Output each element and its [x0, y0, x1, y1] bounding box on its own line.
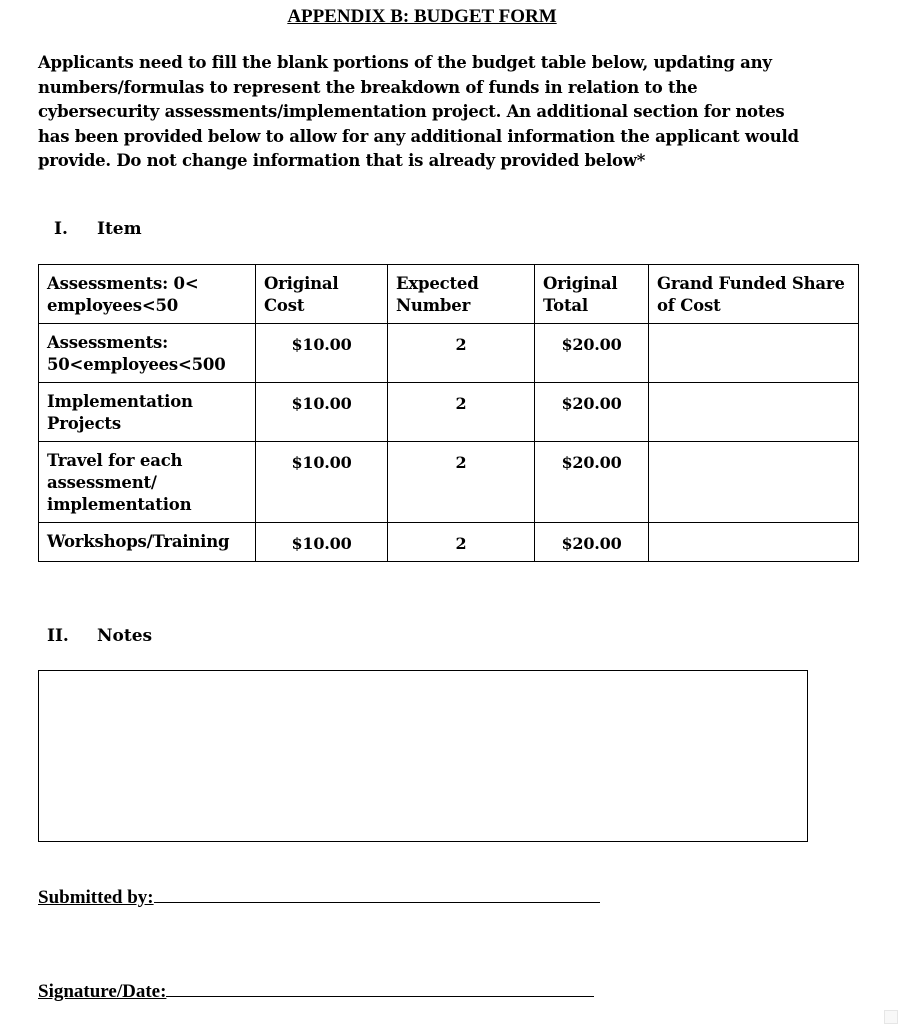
item-cell: Travel for each assessment/ implementation [39, 442, 256, 523]
cost-cell: $10.00 [256, 324, 388, 383]
submitted-by-field[interactable] [154, 901, 600, 903]
section-heading-notes [47, 626, 152, 646]
item-cell: Assessments: 50<employees<500 [39, 324, 256, 383]
submitted-by-label: Submitted by: [38, 887, 154, 908]
number-cell: 2 [388, 442, 535, 523]
column-header: Assessments: 0< employees<50 [39, 265, 256, 324]
total-cell: $20.00 [535, 383, 649, 442]
share-cell[interactable] [649, 523, 859, 562]
cost-cell: $10.00 [256, 442, 388, 523]
section-label: Item [97, 219, 142, 239]
column-header: Expected Number [388, 265, 535, 324]
signature-date-line [38, 981, 594, 1003]
table-row [39, 324, 859, 383]
cost-cell: $10.00 [256, 523, 388, 562]
column-header: Original Total [535, 265, 649, 324]
share-cell[interactable] [649, 383, 859, 442]
number-cell: 2 [388, 324, 535, 383]
page-corner-mark [884, 1010, 898, 1024]
total-cell: $20.00 [535, 324, 649, 383]
budget-table [38, 264, 859, 562]
share-cell[interactable] [649, 442, 859, 523]
share-cell[interactable] [649, 324, 859, 383]
page-title: APPENDIX B: BUDGET FORM [287, 6, 557, 27]
section-number: II. [47, 626, 69, 646]
number-cell: 2 [388, 523, 535, 562]
table-row [39, 523, 859, 562]
item-cell: Implementation Projects [39, 383, 256, 442]
section-number: I. [54, 219, 68, 239]
table-header-row [39, 265, 859, 324]
submitted-by-line [38, 887, 600, 909]
section-label: Notes [97, 626, 153, 646]
intro-paragraph: Applicants need to fill the blank portions of the budget table below, updating any numbers/formulas to represent the breakdown of funds in relation to the cybersecurity assessments/implementation project. An additional section for notes has been provided below to allow for any additional information the applicant would provide. Do not change information that is already provided below* [38, 53, 799, 171]
number-cell: 2 [388, 383, 535, 442]
total-cell: $20.00 [535, 523, 649, 562]
notes-box[interactable] [38, 670, 808, 842]
total-cell: $20.00 [535, 442, 649, 523]
cost-cell: $10.00 [256, 383, 388, 442]
signature-date-label: Signature/Date: [38, 981, 167, 1002]
item-cell: Workshops/Training [39, 523, 256, 562]
column-header: Original Cost [256, 265, 388, 324]
signature-date-field[interactable] [166, 995, 594, 997]
table-row [39, 442, 859, 523]
table-row [39, 383, 859, 442]
column-header: Grand Funded Share of Cost [649, 265, 859, 324]
section-heading-item [54, 219, 142, 239]
